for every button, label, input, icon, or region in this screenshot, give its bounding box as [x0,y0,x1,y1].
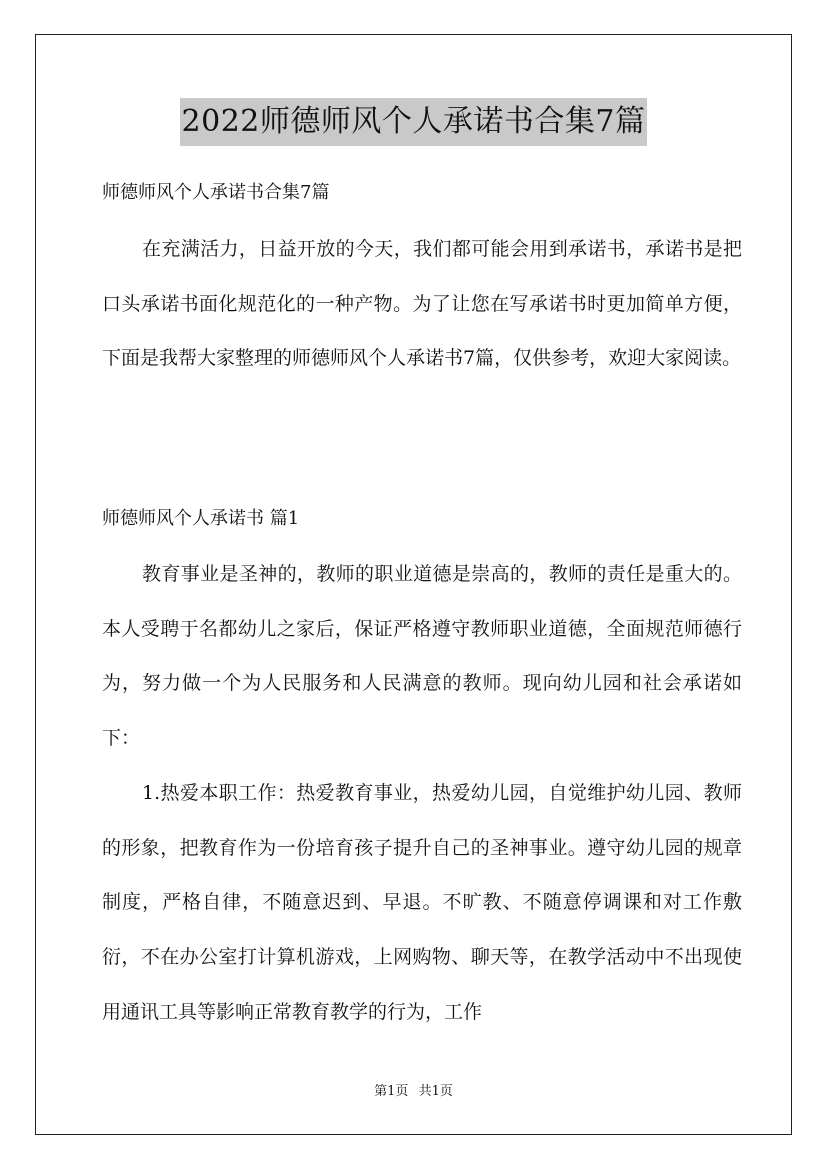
body-paragraph: 1.热爱本职工作：热爱教育事业，热爱幼儿园，自觉维护幼儿园、教师的形象，把教育作为一份培育孩子提升自己的圣神事业。遵守幼儿园的规章制度，严格自律，不随意迟到、早退。不旷教、不随意停调课和对工作敷衍，不在办公室打计算机游戏，上网购物、聊天等，在教学活动中不出现使用通讯工具等影响正常教育教学的行为，工作 [102,782,742,1023]
section-heading: 师德师风个人承诺书 篇1 [102,508,300,529]
intro-paragraph: 在充满活力，日益开放的今天，我们都可能会用到承诺书，承诺书是把口头承诺书面化规范化的一种产物。为了让您在写承诺书时更加简单方便，下面是我帮大家整理的师德师风个人承诺书7篇，仅供参考，欢迎大家阅读。 [102,238,742,370]
body-paragraph: 教育事业是圣神的，教师的职业道德是崇高的，教师的责任是重大的。本人受聘于名都幼儿之家后，保证严格遵守教师职业道德，全面规范师德行为，努力做一个为人民服务和人民满意的教师。现向幼儿园和社会承诺如下： [102,563,742,750]
page-number: 第1页 [374,1084,409,1099]
document-subtitle: 师德师风个人承诺书合集7篇 [102,182,330,203]
page-footer [0,1082,827,1102]
page-total: 共1页 [418,1084,453,1099]
title-container [0,98,827,146]
document-title: 2022师德师风个人承诺书合集7篇 [180,98,648,146]
